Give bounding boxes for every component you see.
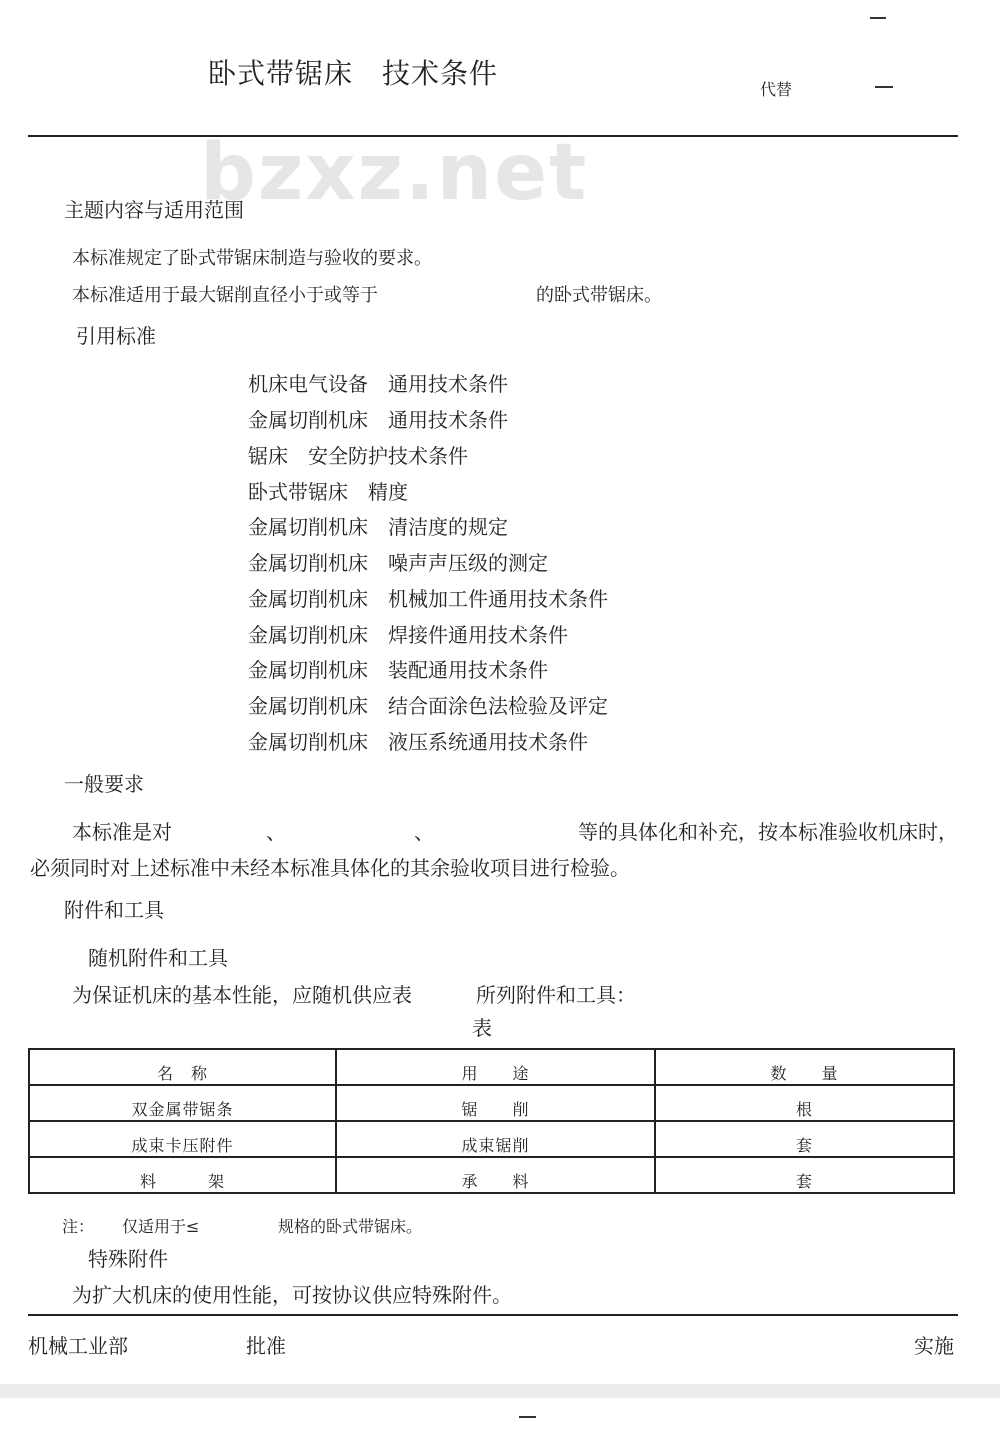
reference-item: 金属切削机床 装配通用技术条件 <box>248 658 548 682</box>
table-cell: 套 <box>655 1121 954 1157</box>
table-header-cell: 名 称 <box>29 1049 336 1085</box>
table-header-cell: 数 量 <box>655 1049 954 1085</box>
table-cell: 套 <box>655 1157 954 1193</box>
general-para-c: 必须同时对上述标准中未经本标准具体化的其余验收项目进行检验。 <box>30 856 630 880</box>
page-number-dash <box>519 1416 536 1418</box>
section-heading-accessories: 附件和工具 <box>64 898 164 922</box>
subheading-special-accessories: 特殊附件 <box>88 1247 168 1271</box>
general-sep-2: 、 <box>414 820 434 844</box>
scope-line-2-start: 本标准适用于最大锯削直径小于或等于 <box>72 285 378 306</box>
reference-item: 金属切削机床 清洁度的规定 <box>248 515 508 539</box>
table-cell: 承 料 <box>336 1157 655 1193</box>
reference-item: 金属切削机床 通用技术条件 <box>248 408 508 432</box>
scope-line-1: 本标准规定了卧式带锯床制造与验收的要求。 <box>72 248 432 269</box>
reference-item: 金属切削机床 噪声声压级的测定 <box>248 551 548 575</box>
note-text-b: 规格的卧式带锯床。 <box>278 1217 423 1236</box>
table-cell: 成束锯削 <box>336 1121 655 1157</box>
general-sep-1: 、 <box>266 820 286 844</box>
reference-item: 金属切削机床 机械加工件通用技术条件 <box>248 587 608 611</box>
reference-item: 机床电气设备 通用技术条件 <box>248 372 508 396</box>
accessories-table <box>28 1048 955 1194</box>
table-row <box>29 1085 954 1121</box>
table-row <box>29 1121 954 1157</box>
reference-item: 金属切削机床 液压系统通用技术条件 <box>248 730 588 754</box>
footer-ministry: 机械工业部 <box>28 1334 128 1358</box>
reference-item: 金属切削机床 结合面涂色法检验及评定 <box>248 694 608 718</box>
reference-item: 卧式带锯床 精度 <box>248 480 408 504</box>
top-dash-mark <box>870 17 886 19</box>
table-cell: 料 架 <box>29 1157 336 1193</box>
special-accessories-line: 为扩大机床的使用性能，可按协议供应特殊附件。 <box>72 1283 512 1307</box>
watermark-text: bzxz.net <box>200 128 589 218</box>
footer-implement: 实施 <box>914 1334 954 1358</box>
accessories-line-a: 为保证机床的基本性能，应随机供应表 <box>72 983 412 1007</box>
section-heading-references: 引用标准 <box>76 324 156 348</box>
table-header-row <box>29 1049 954 1085</box>
replace-label: 代替 <box>760 80 793 99</box>
table-cell: 锯 削 <box>336 1085 655 1121</box>
reference-item: 金属切削机床 焊接件通用技术条件 <box>248 623 568 647</box>
replace-dash <box>875 86 893 88</box>
footer-approve: 批准 <box>246 1334 286 1358</box>
table-cell: 成束卡压附件 <box>29 1121 336 1157</box>
subheading-standard-accessories: 随机附件和工具 <box>88 946 228 970</box>
general-para-b: 等的具体化和补充，按本标准验收机床时， <box>578 820 958 844</box>
page-separator-band <box>0 1384 1000 1398</box>
general-para-a: 本标准是对 <box>72 820 172 844</box>
reference-item: 锯床 安全防护技术条件 <box>248 444 468 468</box>
table-label: 表 <box>472 1016 492 1040</box>
note-text-a: 仅适用于≤ <box>122 1217 200 1236</box>
table-cell: 根 <box>655 1085 954 1121</box>
table-cell: 双金属带锯条 <box>29 1085 336 1121</box>
scope-line-2-end: 的卧式带锯床。 <box>536 285 662 306</box>
table-row <box>29 1157 954 1193</box>
note-label: 注： <box>62 1217 95 1236</box>
section-heading-general: 一般要求 <box>64 772 144 796</box>
document-title: 卧式带锯床 技术条件 <box>208 57 499 90</box>
table-header-cell: 用 途 <box>336 1049 655 1085</box>
accessories-line-b: 所列附件和工具： <box>476 983 636 1007</box>
footer-rule <box>28 1314 958 1316</box>
section-heading-scope: 主题内容与适用范围 <box>64 198 244 222</box>
